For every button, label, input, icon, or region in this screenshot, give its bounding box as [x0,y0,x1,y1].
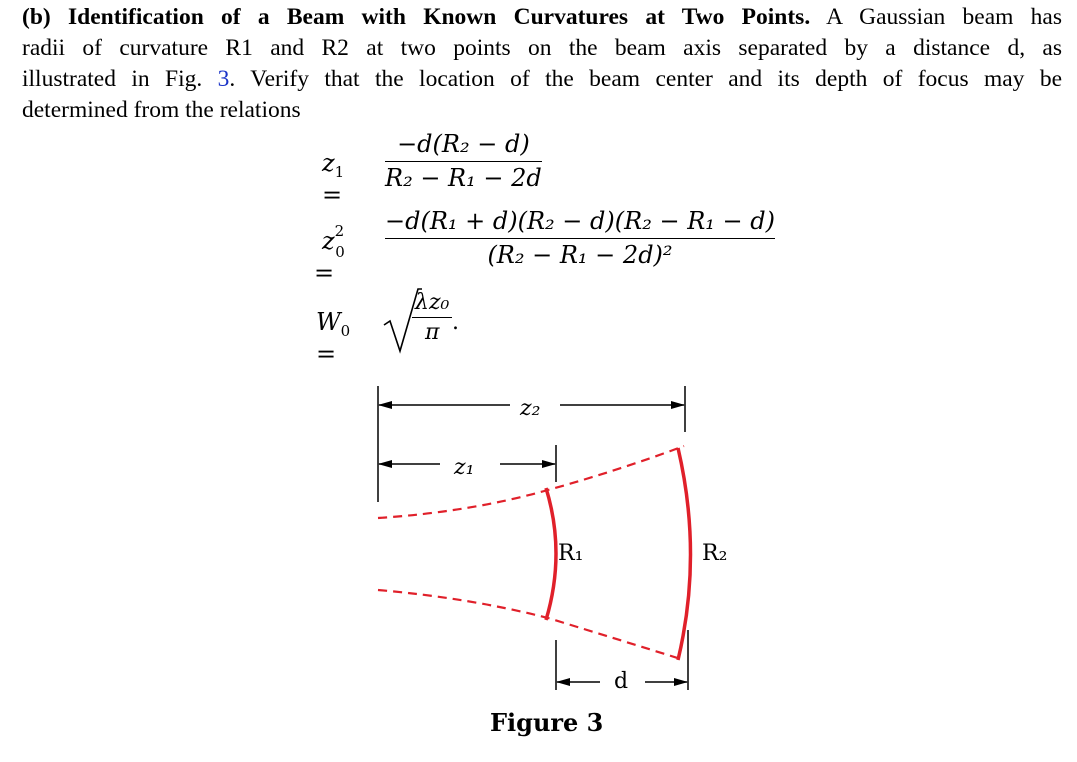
equation-z0-squared-lhs: $z^2_0$ = [314,222,345,287]
label-r2: R₂ [702,541,728,566]
label-z1: z₁ [454,455,475,480]
equation-w0-lhs: $W_0$ = [316,308,351,368]
paragraph-text: A Gaussian beam has [826,4,1062,30]
paragraph-line-2: radii of curvature R1 and R2 at two points on the beam axis separated by a distance d, as [22,35,1062,61]
beam-upper-edge [378,446,684,518]
wavefront-r1-arc [546,488,556,620]
figure-reference-link[interactable]: 3 [217,66,230,92]
equation-w0-period: . [452,310,459,335]
paragraph-text: illustrated in Fig. [22,66,203,92]
label-z2: z₂ [520,396,541,421]
problem-title: (b) Identification of a Beam with Known Curvatures at Two Points. [22,4,811,30]
wavefront-r2-arc [678,448,691,660]
figure-caption: Figure 3 [490,708,604,737]
label-r1: R₁ [558,541,584,566]
label-d: d [614,669,629,694]
paragraph-text: . Verify that the location of the beam center and its depth of focus may be [229,66,1063,92]
paragraph-line-4: determined from the relations [22,97,301,123]
beam-lower-edge [378,590,684,660]
equation-z0-squared-numerator: −d(R₁ + d)(R₂ − d)(R₂ − R₁ − d) [385,207,775,235]
equation-z0-squared-denominator: (R₂ − R₁ − 2d)² [385,238,775,269]
equation-z1-denominator: R₂ − R₁ − 2d [385,161,542,192]
equation-z1-numerator: −d(R₂ − d) [397,130,530,158]
equation-w0-numerator: λz₀ [415,290,450,315]
equation-z1-lhs: $z_1$ = [322,149,345,209]
equation-w0-denominator: π [412,317,452,345]
